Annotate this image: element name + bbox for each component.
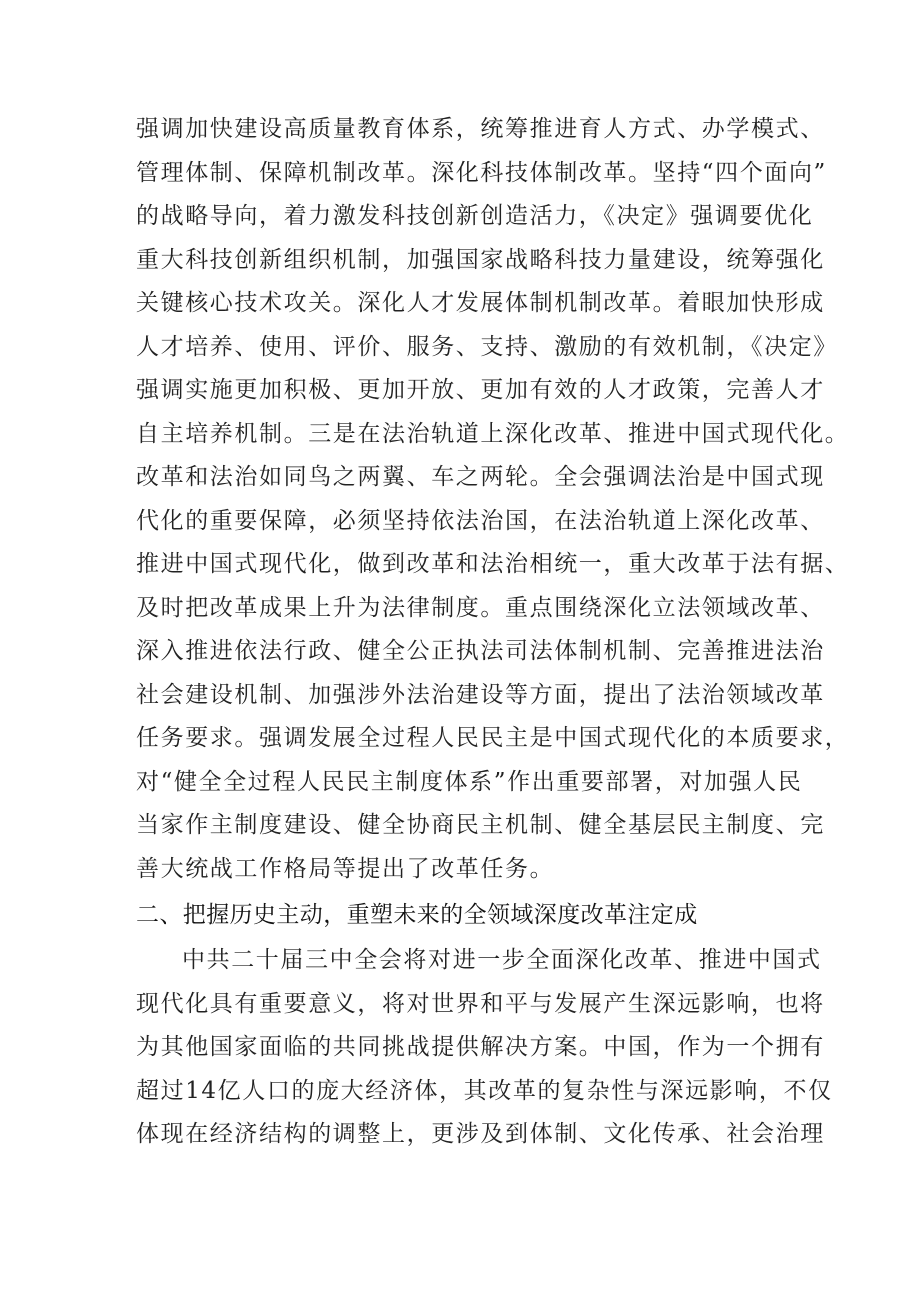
text-line: 体现在经济结构的调整上，更涉及到体制、文化传承、社会治理 [136,1121,825,1147]
document-body [136,108,850,1157]
text-line: 强调实施更加积极、更加开放、更加有效的人才政策，完善人才 [136,377,825,403]
text-line: 代化的重要保障，必须坚持依法治国，在法治轨道上深化改革、 [136,507,825,534]
text-line: 强调加快建设高质量教育体系，统筹推进育人方式、办学模式、 [136,116,825,142]
text-line: 当家作主制度建设、健全协商民主机制、健全基层民主制度、完 [136,812,825,838]
text-line: 社会建设机制、加强涉外法治建设等方面，提出了法治领域改革 [136,681,825,708]
text-line: 为其他国家面临的共同挑战提供解决方案。中国，作为一个拥有 [136,1034,825,1060]
text-line: 的战略导向，着力激发科技创新创造活力，《决定》强调要优化 [136,203,814,229]
text-line: 超过14亿人口的庞大经济体，其改革的复杂性与深远影响，不仅 [136,1077,833,1104]
text-line: 重大科技创新组织机制，加强国家战略科技力量建设，统筹强化 [136,246,825,273]
text-line: 关键核心技术攻关。深化人才发展体制机制改革。着眼加快形成 [136,290,825,316]
text-line: 现代化具有重要意义，将对世界和平与发展产生深远影响，也将 [136,990,825,1017]
text-line: 及时把改革成果上升为法律制度。重点围绕深化立法领域改革、 [136,594,825,621]
text-line: 深入推进依法行政、健全公正执法司法体制机制、完善推进法治 [136,638,825,664]
text-line: 中共二十届三中全会将对进一步全面深化改革、推进中国式 [182,947,822,973]
text-line: 人才培养、使用、评价、服务、支持、激励的有效机制，《决定》 [136,333,838,360]
text-line: 推进中国式现代化，做到改革和法治相统一，重大改革于法有据、 [136,551,850,577]
text-line: 自主培养机制。三是在法治轨道上深化改革、推进中国式现代化。 [136,420,850,447]
text-line: 任务要求。强调发展全过程人民民主是中国式现代化的本质要求， [136,725,850,751]
text-line: 对“健全全过程人民民主制度体系”作出重要部署，对加强人民 [136,768,803,795]
text-line: 改革和法治如同鸟之两翼、车之两轮。全会强调法治是中国式现 [136,464,825,490]
text-line: 善大统战工作格局等提出了改革任务。 [136,855,555,882]
section-heading: 二、把握历史主动，重塑未来的全领域深度改革注定成 [136,902,698,928]
text-line: 管理体制、保障机制改革。深化科技体制改革。坚持“四个面向” [136,159,827,186]
